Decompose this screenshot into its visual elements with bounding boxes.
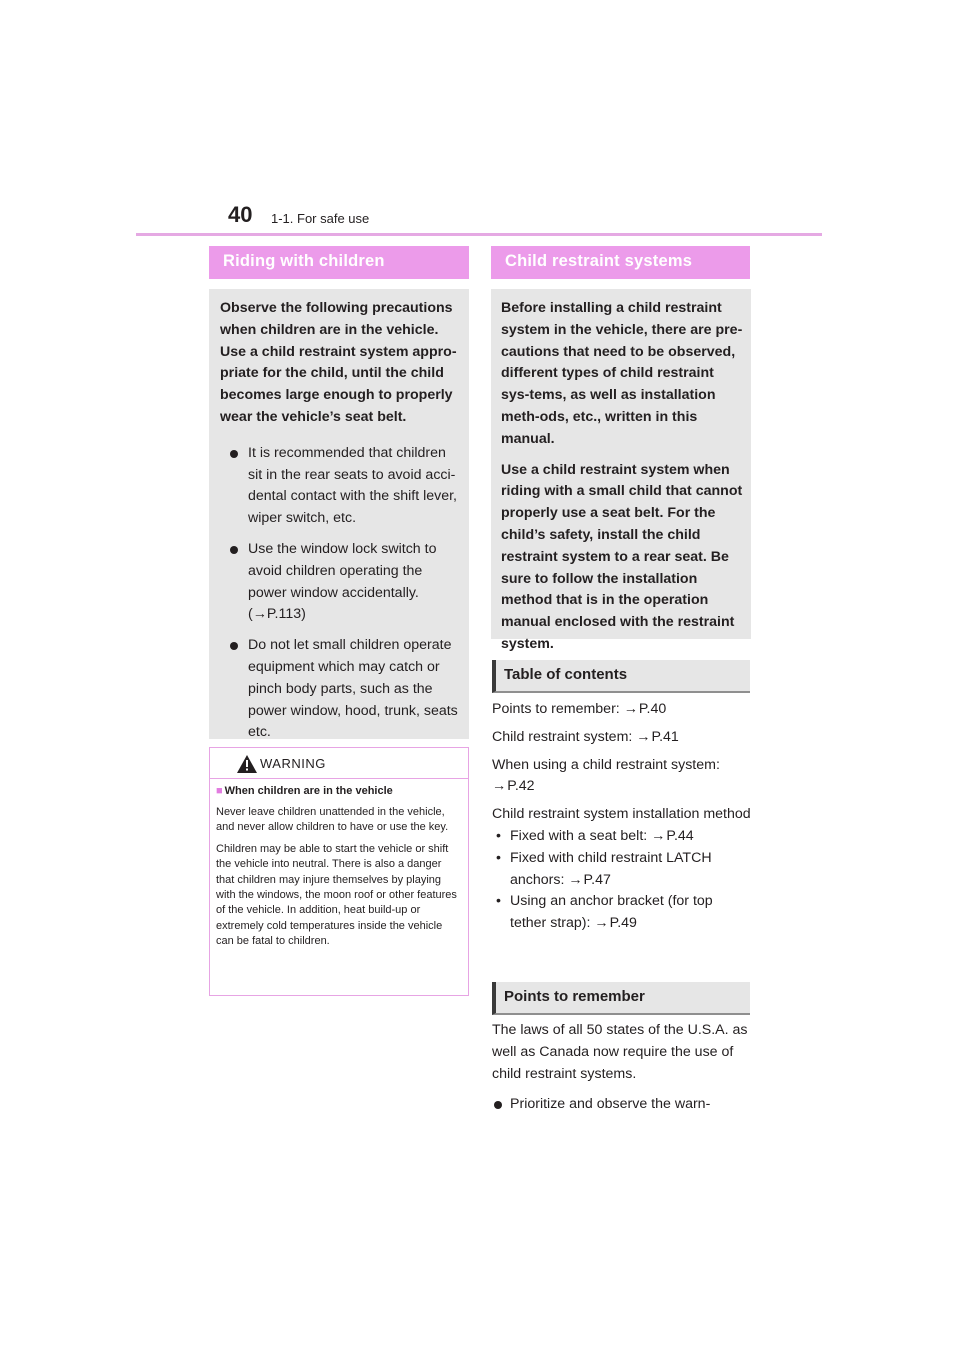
warning-header: [210, 748, 468, 779]
list-item: It is recommended that children sit in the rear seats to avoid acci-dental contact with the shift lever, wiper switch, etc.: [220, 443, 459, 530]
bullet-icon: [230, 642, 238, 650]
intro-installing: Before installing a child restraint system in the vehicle, there are pre-cautions that need to be observed, different types of child restraint sys-tems, as well as installation meth-ods, etc., written in this manual.: [501, 300, 743, 447]
warning-subheading: ■ When children are in the vehicle: [216, 785, 393, 797]
warning-paragraph: Never leave children unattended in the vehicle, and never allow children to have or use the key.: [216, 806, 449, 834]
riding-with-children-banner: Riding with children: [209, 246, 469, 279]
intro-restraint: Use a child restraint system appro-priate for the child, until the child becomes large enough to properly wear the vehicle’s seat belt.: [220, 343, 457, 425]
intro-precautions: Observe the following precautions when children are in the vehicle.: [220, 300, 453, 338]
precaution-list: [220, 443, 459, 744]
square-bullet-icon: ■: [216, 785, 223, 797]
arrow-right-icon: →: [623, 701, 637, 717]
warning-triangle-icon: [237, 755, 257, 773]
bullet-icon: [230, 450, 238, 458]
child-restraint-systems-banner: Child restraint systems: [491, 246, 750, 279]
arrow-right-icon: →: [636, 728, 650, 745]
riding-with-children-box: [209, 289, 469, 739]
points-to-remember: [492, 1020, 750, 1116]
child-restraint-box: [491, 289, 751, 652]
points-paragraph: The laws of all 50 states of the U.S.A. as well as Canada now require the use of child restraint systems.: [492, 1022, 748, 1082]
toc-item[interactable]: Points to remember: → P.40: [492, 701, 667, 717]
dot-bullet-icon: •: [496, 893, 501, 910]
header-rule: [136, 233, 822, 236]
intro-usage: Use a child restraint system when riding with a small child that cannot properly use a seat belt. For the child’s safety, install the child restraint system to a rear seat. Be sure to follow the installation method that is in the operation manual enclosed with the restraint system.: [501, 461, 743, 652]
list-item: Use the window lock switch to avoid children operating the power window accidentally. (→P.113): [220, 539, 459, 626]
section-title: 1-1. For safe use: [271, 211, 370, 226]
bullet-icon: [230, 546, 238, 554]
toc-subitem[interactable]: • Fixed with child restraint LATCH anchors: → P.47: [496, 849, 712, 888]
bullet-icon: [494, 1101, 502, 1109]
toc-item[interactable]: Child restraint system: → P.41: [492, 728, 679, 745]
toc-install-heading: Child restraint system installation method: [492, 806, 751, 823]
toc-item[interactable]: When using a child restraint system: → P.42: [492, 756, 720, 795]
warning-box: [209, 747, 469, 996]
arrow-right-icon: →: [568, 871, 582, 888]
warning-paragraph: Children may be able to start the vehicle or shift the vehicle into neutral. There is also a danger that children may injure themselves by playing with the windows, the moon roof or other features of the vehicle. In addition, heat build-up or extremely cold temperatures inside the vehicle can be fatal to children.: [216, 842, 457, 948]
table-of-contents: [492, 699, 752, 935]
arrow-right-icon: →: [594, 915, 608, 932]
toc-subitem[interactable]: • Using an anchor bracket (for top tether strap): → P.49: [496, 893, 713, 932]
list-item: Prioritize and observe the warn-: [492, 1094, 750, 1116]
dot-bullet-icon: •: [496, 849, 501, 866]
points-to-remember-heading: Points to remember: [492, 982, 750, 1015]
warning-title: WARNING: [260, 756, 326, 771]
arrow-right-icon: →: [651, 827, 665, 844]
arrow-right-icon: →: [492, 778, 506, 795]
list-item: Do not let small children operate equipment which may catch or pinch body parts, such as the power window, hood, trunk, seats etc.: [220, 635, 459, 744]
page-number: 40: [228, 202, 253, 227]
toc-subitem[interactable]: • Fixed with a seat belt: → P.44: [492, 826, 752, 848]
table-of-contents-heading: Table of contents: [492, 660, 750, 693]
dot-bullet-icon: •: [496, 827, 501, 844]
